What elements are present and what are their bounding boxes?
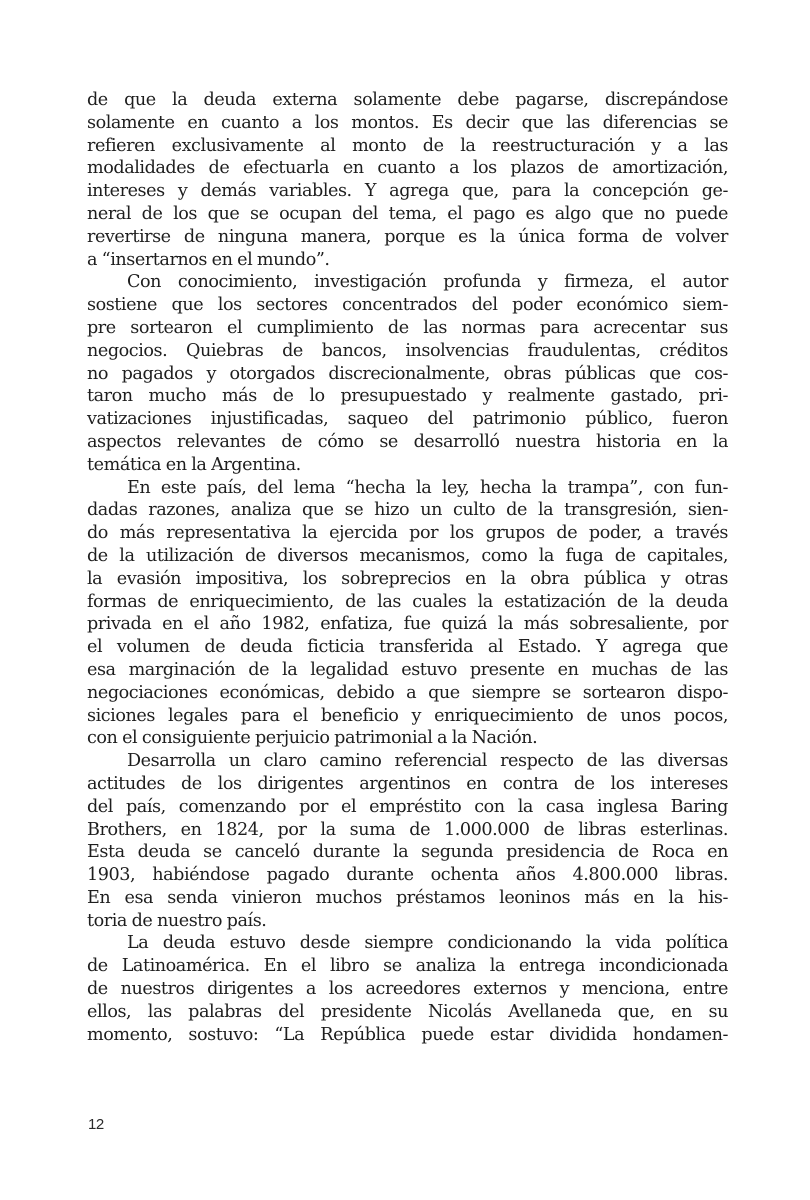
text-line: privada en el año 1982, enfatiza, fue quizá la más sobresaliente, por: [87, 614, 728, 635]
paragraph: [87, 932, 728, 1046]
text-line: vatizaciones injustificadas, saqueo del patrimonio público, fueron: [87, 409, 728, 430]
text-line: siciones legales para el beneficio y enriquecimiento de unos pocos,: [87, 705, 728, 726]
text-line: Con conocimiento, investigación profunda y firmeza, el autor: [127, 272, 728, 293]
text-line: revertirse de ninguna manera, porque es la única forma de volver: [87, 226, 728, 247]
text-line: Esta deuda se canceló durante la segunda presidencia de Roca en: [87, 842, 728, 863]
page-body: [87, 89, 728, 1046]
page-number: 12: [88, 1116, 104, 1133]
text-line: toria de nuestro país.: [87, 910, 267, 931]
text-line: negocios. Quiebras de bancos, insolvencias fraudulentas, créditos: [87, 340, 728, 361]
text-line: el volumen de deuda ficticia transferida al Estado. Y agrega que: [87, 637, 728, 658]
text-line: aspectos relevantes de cómo se desarrolló nuestra historia en la: [87, 431, 728, 452]
text-line: de que la deuda externa solamente debe pagarse, discrepándose: [87, 90, 728, 110]
text-line: de la utilización de diversos mecanismos, como la fuga de capitales,: [87, 545, 728, 566]
text-line: neral de los que se ocupan del tema, el pago es algo que no puede: [87, 203, 728, 224]
text-line: negociaciones económicas, debido a que siempre se sortearon dispo-: [87, 682, 728, 703]
text-line: actitudes de los dirigentes argentinos en contra de los intereses: [87, 773, 728, 794]
text-line: taron mucho más de lo presupuestado y realmente gastado, pri-: [87, 386, 728, 407]
text-line: En este país, del lema “hecha la ley, hecha la trampa”, con fun-: [127, 477, 728, 498]
text-line: formas de enriquecimiento, de las cuales la estatización de la deuda: [87, 591, 728, 612]
text-line: solamente en cuanto a los montos. Es decir que las diferencias se: [87, 112, 728, 133]
text-line: 1903, habiéndose pagado durante ochenta años 4.800.000 libras.: [87, 865, 728, 886]
paragraph: [87, 271, 728, 476]
text-line: de nuestros dirigentes a los acreedores externos y menciona, entre: [87, 979, 728, 1000]
text-line: En esa senda vinieron muchos préstamos leoninos más en la his-: [87, 887, 728, 908]
text-line: Desarrolla un claro camino referencial respecto de las diversas: [127, 751, 728, 772]
text-line: con el consiguiente perjuicio patrimonial a la Nación.: [87, 728, 538, 749]
text-line: Brothers, en 1824, por la suma de 1.000.000 de libras esterlinas.: [87, 819, 728, 840]
text-line: del país, comenzando por el empréstito con la casa inglesa Baring: [87, 796, 728, 817]
text-line: intereses y demás variables. Y agrega que, para la concepción ge-: [87, 181, 728, 202]
text-line: ellos, las palabras del presidente Nicolás Avellaneda que, en su: [87, 1001, 728, 1022]
text-line: do más representativa la ejercida por los grupos de poder, a través: [87, 523, 728, 544]
paragraph: [87, 89, 728, 271]
text-line: dadas razones, analiza que se hizo un culto de la transgresión, sien-: [87, 500, 728, 521]
text-line: La deuda estuvo desde siempre condicionando la vida política: [127, 933, 728, 954]
text-line: refieren exclusivamente al monto de la reestructuración y a las: [87, 135, 728, 156]
text-line: esa marginación de la legalidad estuvo presente en muchas de las: [87, 659, 728, 680]
text-line: no pagados y otorgados discrecionalmente, obras públicas que cos-: [87, 363, 728, 384]
paragraph: [87, 750, 728, 932]
text-line: a “insertarnos en el mundo”.: [87, 249, 330, 270]
text-line: momento, sostuvo: “La República puede estar dividida hondamen-: [87, 1024, 728, 1045]
text-line: la evasión impositiva, los sobreprecios en la obra pública y otras: [87, 568, 728, 589]
text-line: pre sortearon el cumplimiento de las normas para acrecentar sus: [87, 317, 728, 338]
text-line: de Latinoamérica. En el libro se analiza la entrega incondicionada: [87, 956, 728, 977]
text-line: modalidades de efectuarla en cuanto a los plazos de amortización,: [87, 158, 728, 179]
text-line: temática en la Argentina.: [87, 454, 301, 475]
text-line: sostiene que los sectores concentrados del poder económico siem-: [87, 295, 728, 316]
paragraph: [87, 477, 728, 751]
